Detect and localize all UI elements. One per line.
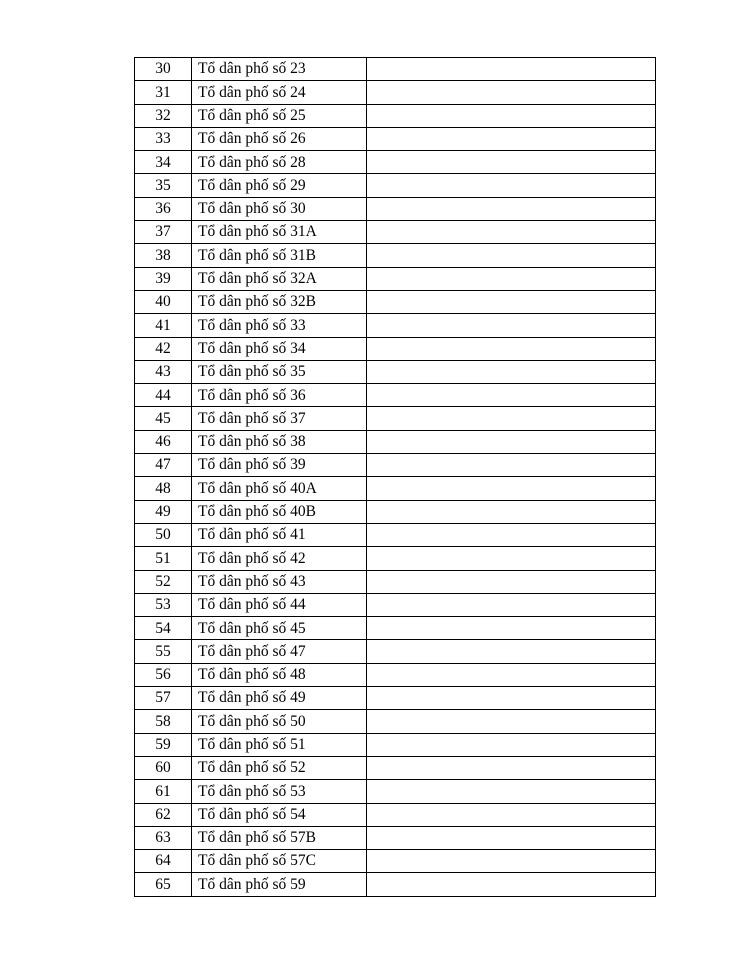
- group-name-cell: Tổ dân phố số 40A: [192, 477, 367, 500]
- table-row: [135, 454, 656, 477]
- document-page: [134, 57, 656, 897]
- row-number-cell: 45: [135, 407, 192, 430]
- group-name-cell: Tổ dân phố số 28: [192, 151, 367, 174]
- group-name-cell: Tổ dân phố số 54: [192, 803, 367, 826]
- row-number-cell: 44: [135, 384, 192, 407]
- empty-cell: [367, 430, 656, 453]
- empty-cell: [367, 477, 656, 500]
- empty-cell: [367, 687, 656, 710]
- row-number-cell: 39: [135, 267, 192, 290]
- row-number-cell: 53: [135, 593, 192, 616]
- group-name-cell: Tổ dân phố số 36: [192, 384, 367, 407]
- group-name-cell: Tổ dân phố số 24: [192, 81, 367, 104]
- table-row: [135, 290, 656, 313]
- empty-cell: [367, 500, 656, 523]
- empty-cell: [367, 244, 656, 267]
- row-number-cell: 54: [135, 617, 192, 640]
- table-row: [135, 850, 656, 873]
- table-row: [135, 710, 656, 733]
- group-name-cell: Tổ dân phố số 32A: [192, 267, 367, 290]
- table-row: [135, 81, 656, 104]
- empty-cell: [367, 221, 656, 244]
- empty-cell: [367, 384, 656, 407]
- empty-cell: [367, 314, 656, 337]
- row-number-cell: 43: [135, 360, 192, 383]
- row-number-cell: 35: [135, 174, 192, 197]
- group-name-cell: Tổ dân phố số 26: [192, 127, 367, 150]
- empty-cell: [367, 873, 656, 896]
- empty-cell: [367, 81, 656, 104]
- group-name-cell: Tổ dân phố số 53: [192, 780, 367, 803]
- group-name-cell: Tổ dân phố số 44: [192, 593, 367, 616]
- table-row: [135, 500, 656, 523]
- empty-cell: [367, 267, 656, 290]
- row-number-cell: 40: [135, 290, 192, 313]
- table-row: [135, 663, 656, 686]
- group-name-cell: Tổ dân phố số 39: [192, 454, 367, 477]
- empty-cell: [367, 570, 656, 593]
- residential-group-table: [134, 57, 656, 897]
- table-row: [135, 197, 656, 220]
- row-number-cell: 36: [135, 197, 192, 220]
- row-number-cell: 30: [135, 58, 192, 81]
- group-name-cell: Tổ dân phố số 29: [192, 174, 367, 197]
- group-name-cell: Tổ dân phố số 52: [192, 756, 367, 779]
- table-row: [135, 430, 656, 453]
- group-name-cell: Tổ dân phố số 32B: [192, 290, 367, 313]
- table-row: [135, 523, 656, 546]
- empty-cell: [367, 290, 656, 313]
- row-number-cell: 41: [135, 314, 192, 337]
- table-row: [135, 640, 656, 663]
- table-row: [135, 803, 656, 826]
- row-number-cell: 58: [135, 710, 192, 733]
- empty-cell: [367, 826, 656, 849]
- empty-cell: [367, 360, 656, 383]
- group-name-cell: Tổ dân phố số 59: [192, 873, 367, 896]
- group-name-cell: Tổ dân phố số 47: [192, 640, 367, 663]
- group-name-cell: Tổ dân phố số 33: [192, 314, 367, 337]
- row-number-cell: 63: [135, 826, 192, 849]
- empty-cell: [367, 850, 656, 873]
- table-row: [135, 733, 656, 756]
- table-row: [135, 127, 656, 150]
- table-row: [135, 756, 656, 779]
- row-number-cell: 57: [135, 687, 192, 710]
- empty-cell: [367, 523, 656, 546]
- row-number-cell: 32: [135, 104, 192, 127]
- group-name-cell: Tổ dân phố số 40B: [192, 500, 367, 523]
- table-row: [135, 360, 656, 383]
- row-number-cell: 62: [135, 803, 192, 826]
- group-name-cell: Tổ dân phố số 49: [192, 687, 367, 710]
- row-number-cell: 31: [135, 81, 192, 104]
- row-number-cell: 59: [135, 733, 192, 756]
- empty-cell: [367, 780, 656, 803]
- table-row: [135, 407, 656, 430]
- table-row: [135, 221, 656, 244]
- table-row: [135, 547, 656, 570]
- table-row: [135, 780, 656, 803]
- empty-cell: [367, 593, 656, 616]
- table-row: [135, 104, 656, 127]
- row-number-cell: 42: [135, 337, 192, 360]
- group-name-cell: Tổ dân phố số 23: [192, 58, 367, 81]
- table-row: [135, 617, 656, 640]
- row-number-cell: 48: [135, 477, 192, 500]
- table-row: [135, 151, 656, 174]
- empty-cell: [367, 58, 656, 81]
- group-name-cell: Tổ dân phố số 42: [192, 547, 367, 570]
- row-number-cell: 64: [135, 850, 192, 873]
- group-name-cell: Tổ dân phố số 31B: [192, 244, 367, 267]
- table-row: [135, 593, 656, 616]
- row-number-cell: 47: [135, 454, 192, 477]
- group-name-cell: Tổ dân phố số 41: [192, 523, 367, 546]
- empty-cell: [367, 407, 656, 430]
- empty-cell: [367, 151, 656, 174]
- table-row: [135, 314, 656, 337]
- table-row: [135, 687, 656, 710]
- table-row: [135, 174, 656, 197]
- group-name-cell: Tổ dân phố số 48: [192, 663, 367, 686]
- table-body: [135, 58, 656, 897]
- row-number-cell: 51: [135, 547, 192, 570]
- row-number-cell: 61: [135, 780, 192, 803]
- table-row: [135, 477, 656, 500]
- table-row: [135, 570, 656, 593]
- table-row: [135, 384, 656, 407]
- row-number-cell: 49: [135, 500, 192, 523]
- table-row: [135, 337, 656, 360]
- row-number-cell: 33: [135, 127, 192, 150]
- group-name-cell: Tổ dân phố số 35: [192, 360, 367, 383]
- empty-cell: [367, 127, 656, 150]
- table-row: [135, 58, 656, 81]
- table-row: [135, 873, 656, 896]
- empty-cell: [367, 710, 656, 733]
- table-row: [135, 244, 656, 267]
- group-name-cell: Tổ dân phố số 57C: [192, 850, 367, 873]
- row-number-cell: 38: [135, 244, 192, 267]
- empty-cell: [367, 803, 656, 826]
- group-name-cell: Tổ dân phố số 34: [192, 337, 367, 360]
- row-number-cell: 55: [135, 640, 192, 663]
- group-name-cell: Tổ dân phố số 45: [192, 617, 367, 640]
- row-number-cell: 50: [135, 523, 192, 546]
- empty-cell: [367, 104, 656, 127]
- empty-cell: [367, 197, 656, 220]
- group-name-cell: Tổ dân phố số 25: [192, 104, 367, 127]
- row-number-cell: 60: [135, 756, 192, 779]
- group-name-cell: Tổ dân phố số 30: [192, 197, 367, 220]
- table-row: [135, 267, 656, 290]
- row-number-cell: 37: [135, 221, 192, 244]
- row-number-cell: 46: [135, 430, 192, 453]
- row-number-cell: 34: [135, 151, 192, 174]
- group-name-cell: Tổ dân phố số 51: [192, 733, 367, 756]
- group-name-cell: Tổ dân phố số 50: [192, 710, 367, 733]
- empty-cell: [367, 337, 656, 360]
- table-row: [135, 826, 656, 849]
- empty-cell: [367, 756, 656, 779]
- empty-cell: [367, 640, 656, 663]
- empty-cell: [367, 733, 656, 756]
- row-number-cell: 52: [135, 570, 192, 593]
- empty-cell: [367, 454, 656, 477]
- row-number-cell: 65: [135, 873, 192, 896]
- empty-cell: [367, 617, 656, 640]
- row-number-cell: 56: [135, 663, 192, 686]
- empty-cell: [367, 174, 656, 197]
- group-name-cell: Tổ dân phố số 37: [192, 407, 367, 430]
- group-name-cell: Tổ dân phố số 57B: [192, 826, 367, 849]
- group-name-cell: Tổ dân phố số 31A: [192, 221, 367, 244]
- group-name-cell: Tổ dân phố số 43: [192, 570, 367, 593]
- empty-cell: [367, 547, 656, 570]
- group-name-cell: Tổ dân phố số 38: [192, 430, 367, 453]
- empty-cell: [367, 663, 656, 686]
